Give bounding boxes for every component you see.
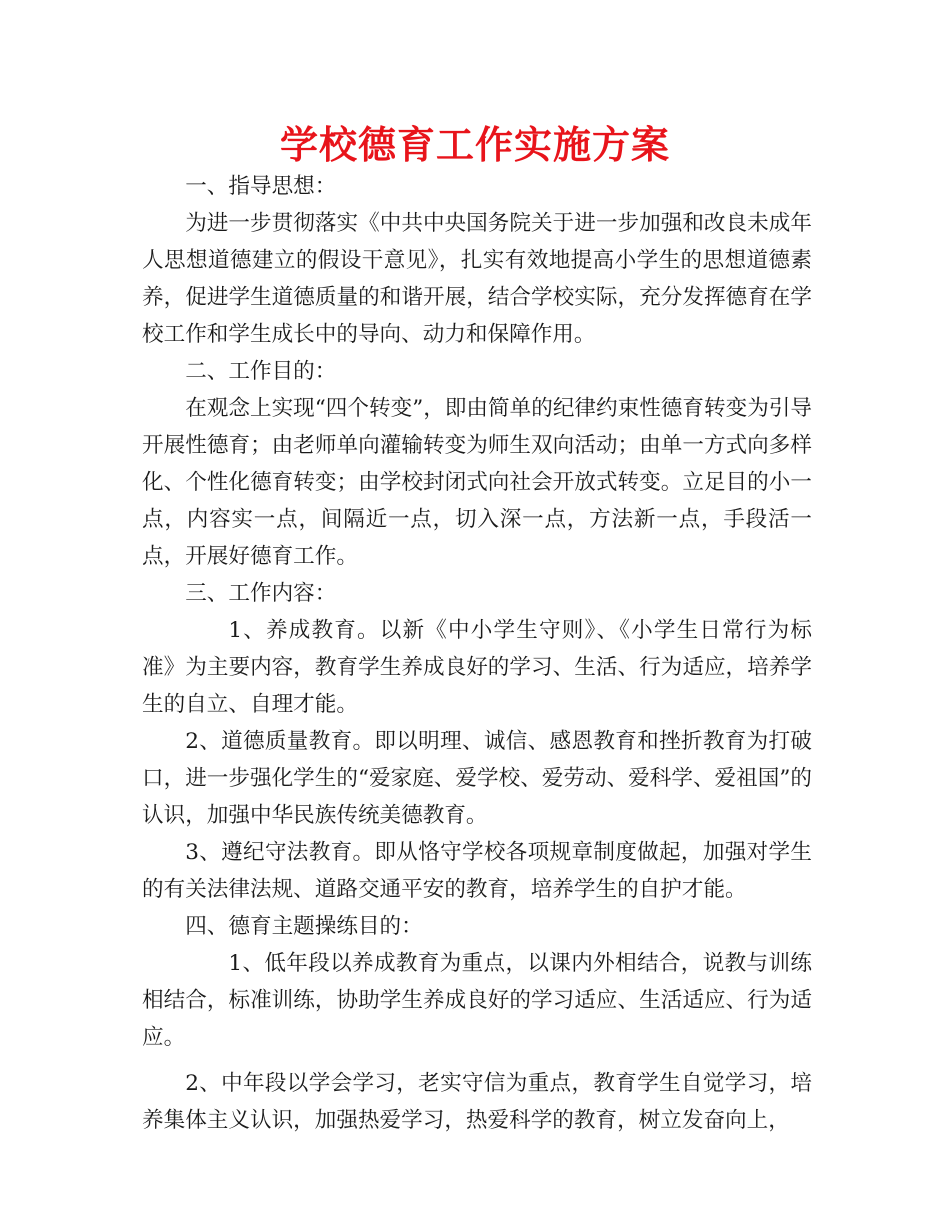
section-heading-work-content: 三、工作内容： — [185, 581, 337, 606]
document-body — [142, 168, 812, 1139]
paragraph-theme-item-2: 2、中年段以学会学习，老实守信为重点，教育学生自觉学习，培养集体主义认识，加强热爱学习，热爱科学的教育，树立发奋向上， — [142, 1071, 812, 1133]
paragraph-work-goals: 在观念上实现“四个转变”，即由简单的纪律约束性德育转变为引导开展性德育；由老师单向灌输转变为师生双向活动；由单一方式向多样化、个性化德育转变；由学校封闭式向社会开放式转变。立足目的小一点，内容实一点，间隔近一点，切入深一点，方法新一点，手段活一点，开展好德育工作。 — [142, 396, 812, 569]
paragraph-guiding-ideology: 为进一步贯彻落实《中共中央国务院关于进一步加强和改良未成年人思想道德建立的假设干意见》，扎实有效地提高小学生的思想道德素养，促进学生道德质量的和谐开展，结合学校实际，充分发挥德育在学校工作和学生成长中的导向、动力和保障作用。 — [142, 211, 812, 347]
section-heading-work-goals: 二、工作目的： — [185, 359, 337, 384]
section-heading-guiding-ideology: 一、指导思想： — [185, 174, 337, 199]
document-title: 学校德育工作实施方案 — [279, 122, 670, 167]
paragraph-content-item-2: 2、道德质量教育。即以明理、诚信、感恩教育和挫折教育为打破口，进一步强化学生的“爱家庭、爱学校、爱劳动、爱科学、爱祖国”的认识，加强中华民族传统美德教育。 — [142, 729, 812, 828]
section-heading-theme-goals: 四、德育主题操练目的： — [185, 914, 423, 939]
paragraph-content-item-3: 3、遵纪守法教育。即从恪守学校各项规章制度做起，加强对学生的有关法律法规、道路交通平安的教育，培养学生的自护才能。 — [142, 840, 812, 902]
paragraph-theme-item-1: 1、低年段以养成教育为重点，以课内外相结合，说教与训练相结合，标准训练，协助学生养成良好的学习适应、生活适应、行为适应。 — [142, 951, 812, 1050]
paragraph-content-item-1: 1、养成教育。以新《中小学生守则》、《小学生日常行为标准》为主要内容，教育学生养成良好的学习、生活、行为适应，培养学生的自立、自理才能。 — [142, 618, 812, 717]
